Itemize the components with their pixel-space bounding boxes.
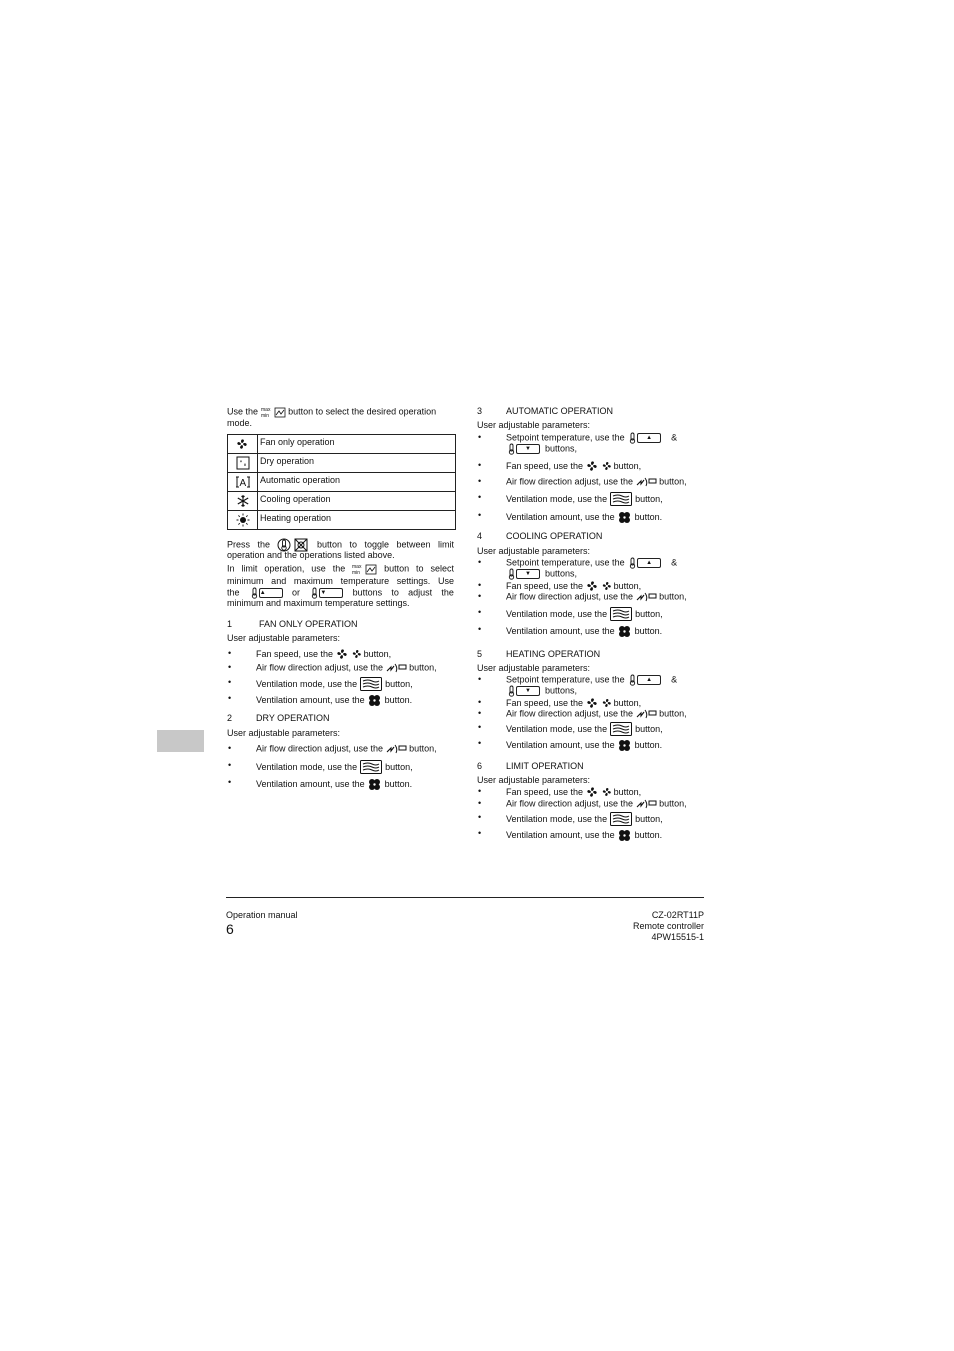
page-number: 6 [226,921,234,937]
down-arrow-icon: ▼ [319,588,343,598]
thermometer-icon [506,685,516,697]
bullet: • [478,557,482,567]
limit-paragraph-line2: operation and the operations listed above. [227,550,395,560]
s3-setpoint-cont: ▼ buttons, [506,443,577,455]
section-6-number: 6 [477,761,483,771]
intro-line [227,406,436,418]
ventilation-amount-icon [367,693,382,708]
mode-row-dry [228,453,455,472]
text-buttons-adjust: buttons to adjust the [352,587,454,598]
bullet: • [478,510,482,520]
bullet: • [228,743,232,753]
limit-paragraph-line6: minimum and maximum temperature settings. [227,598,410,608]
thermometer-icon [627,674,637,686]
s2-vent-mode: Ventilation mode, use the button, [256,760,413,775]
section-1-subhead: User adjustable parameters: [227,633,341,643]
airflow-direction-icon [636,798,657,810]
section-2-title: DRY OPERATION [256,713,330,723]
s4-setpoint-cont: ▼ buttons, [506,568,577,580]
s5-vent-mode: Ventilation mode, use the button, [506,722,663,737]
mode-row-cooling [228,491,455,510]
bullet: • [228,693,232,703]
s6-vent-mode: Ventilation mode, use the button, [506,812,663,827]
bullet: • [478,624,482,634]
s3-vent-mode: Ventilation mode, use the button, [506,492,663,507]
section-1-title: FAN ONLY OPERATION [259,619,358,629]
limit-paragraph-line3 [227,563,454,575]
thermometer-icon [506,568,516,580]
s5-setpoint: Setpoint temperature, use the ▲ & [506,674,678,685]
mode-label: Automatic operation [260,475,341,485]
section-3-subhead: User adjustable parameters: [477,420,591,430]
s5-vent-amount: Ventilation amount, use the button. [506,738,662,753]
operation-mode-table [227,434,456,530]
s6-vent-amount: Ventilation amount, use the button. [506,828,662,843]
section-4-title: COOLING OPERATION [506,531,603,541]
up-arrow-icon: ▲ [637,433,661,443]
bullet: • [228,662,232,672]
bullet: • [478,476,482,486]
airflow-direction-icon [636,476,657,488]
s4-fan-speed: Fan speed, use the button, [506,580,641,593]
ventilation-amount-icon [617,828,632,843]
bullet: • [478,607,482,617]
s3-airflow: Air flow direction adjust, use the button, [506,476,687,487]
ventilation-amount-icon [617,510,632,525]
footer-manual-title: Operation manual [226,910,298,920]
bullet: • [478,432,482,442]
section-3-number: 3 [477,406,483,416]
s4-vent-amount: Ventilation amount, use the button. [506,624,662,639]
mode-label: Heating operation [260,513,332,523]
airflow-direction-icon [386,662,407,674]
thermometer-icon [627,432,637,444]
section-1-number: 1 [227,619,233,629]
ventilation-mode-icon [610,607,633,622]
section-3-title: AUTOMATIC OPERATION [506,406,614,416]
max-min-button-icon [352,563,377,575]
fan-speed-icon [336,648,350,661]
airflow-direction-icon [386,743,407,755]
ventilation-mode-icon [610,492,633,507]
text-the: the [227,587,240,598]
thermometer-icon [627,557,637,569]
intro-use-the: Use the [227,406,259,417]
bullet: • [478,492,482,502]
up-arrow-icon: ▲ [637,558,661,568]
ventilation-mode-icon [360,677,383,692]
footer-product: Remote controller [632,921,704,931]
s3-fan-speed: Fan speed, use the button, [506,460,641,473]
s5-airflow: Air flow direction adjust, use the button, [506,708,687,719]
section-4-subhead: User adjustable parameters: [477,546,591,556]
bullet: • [478,828,482,838]
s3-vent-amount: Ventilation amount, use the button. [506,510,662,525]
airflow-direction-icon [636,591,657,603]
down-arrow-icon: ▼ [516,686,540,696]
cooling-icon [236,494,250,508]
section-6-title: LIMIT OPERATION [506,761,584,771]
fan-speed-icon [600,460,614,473]
bullet: • [478,708,482,718]
mode-row-fan [228,435,455,453]
text-press-the: Press the [227,539,270,550]
bullet: • [478,591,482,601]
text-in-limit: In limit operation, use the [227,563,346,574]
airflow-direction-icon [636,708,657,720]
limit-paragraph-line4: minimum and maximum temperature settings. Use [227,576,454,586]
footer-model: CZ-02RT11P [651,910,704,920]
bullet: • [478,722,482,732]
bullet: • [228,777,232,787]
bullet: • [478,460,482,470]
bullet: • [478,580,482,590]
footer-code: 4PW15515-1 [651,932,704,942]
intro-button-text: button to select the desired operation [288,406,437,417]
down-arrow-icon: ▼ [516,569,540,579]
section-5-number: 5 [477,649,483,659]
mode-row-auto [228,472,455,491]
ventilation-mode-icon [360,760,383,775]
language-tab-marker [157,730,204,752]
section-4-number: 4 [477,531,483,541]
s1-vent-mode: Ventilation mode, use the button, [256,677,413,692]
section-6-subhead: User adjustable parameters: [477,775,591,785]
bullet: • [478,786,482,796]
section-2-number: 2 [227,713,233,723]
bullet: • [228,677,232,687]
heating-icon [236,513,250,527]
s6-fan-speed: Fan speed, use the button, [506,786,641,799]
bullet: • [228,760,232,770]
section-5-subhead: User adjustable parameters: [477,663,591,673]
mode-row-heating [228,510,455,529]
s3-setpoint: Setpoint temperature, use the ▲ & [506,432,678,443]
fan-icon [236,438,249,451]
bullet: • [478,697,482,707]
up-arrow-icon: ▲ [637,675,661,685]
mode-label: Cooling operation [260,494,331,504]
s2-airflow: Air flow direction adjust, use the button, [256,743,437,754]
s1-fan-speed: Fan speed, use the button, [256,648,391,661]
s5-fan-speed: Fan speed, use the button, [506,697,641,710]
s4-setpoint: Setpoint temperature, use the ▲ & [506,557,678,568]
ventilation-mode-icon [610,812,633,827]
bullet: • [228,648,232,658]
ventilation-amount-icon [367,777,382,792]
down-arrow-icon: ▼ [516,444,540,454]
thermometer-icon [506,443,516,455]
fan-speed-icon [350,648,364,661]
mode-label: Dry operation [260,456,315,466]
s5-setpoint-cont: ▼ buttons, [506,685,577,697]
bullet: • [478,812,482,822]
intro-mode: mode. [227,418,253,428]
s1-airflow: Air flow direction adjust, use the button, [256,662,437,673]
up-arrow-icon: ▲ [259,588,283,598]
bullet: • [478,738,482,748]
bullet: • [478,798,482,808]
footer-rule [226,897,704,898]
ventilation-mode-icon [610,722,633,737]
text-button-select: button to select [384,563,454,574]
text-button-toggle: button to toggle between limit [316,539,454,550]
s6-airflow: Air flow direction adjust, use the button, [506,798,687,809]
s2-vent-amount: Ventilation amount, use the button. [256,777,412,792]
section-5-title: HEATING OPERATION [506,649,601,659]
max-min-button-icon [261,406,286,418]
text-or: or [292,587,301,598]
section-2-subhead: User adjustable parameters: [227,728,341,738]
ventilation-amount-icon [617,624,632,639]
s4-airflow: Air flow direction adjust, use the button, [506,591,687,602]
s4-vent-mode: Ventilation mode, use the button, [506,607,663,622]
svg-text:A: A [239,478,246,489]
ventilation-amount-icon [617,738,632,753]
fan-speed-icon [586,460,600,473]
mode-label: Fan only operation [260,437,335,447]
auto-icon [235,475,251,489]
s1-vent-amount: Ventilation amount, use the button. [256,693,412,708]
bullet: • [478,674,482,684]
dry-icon [236,456,250,470]
